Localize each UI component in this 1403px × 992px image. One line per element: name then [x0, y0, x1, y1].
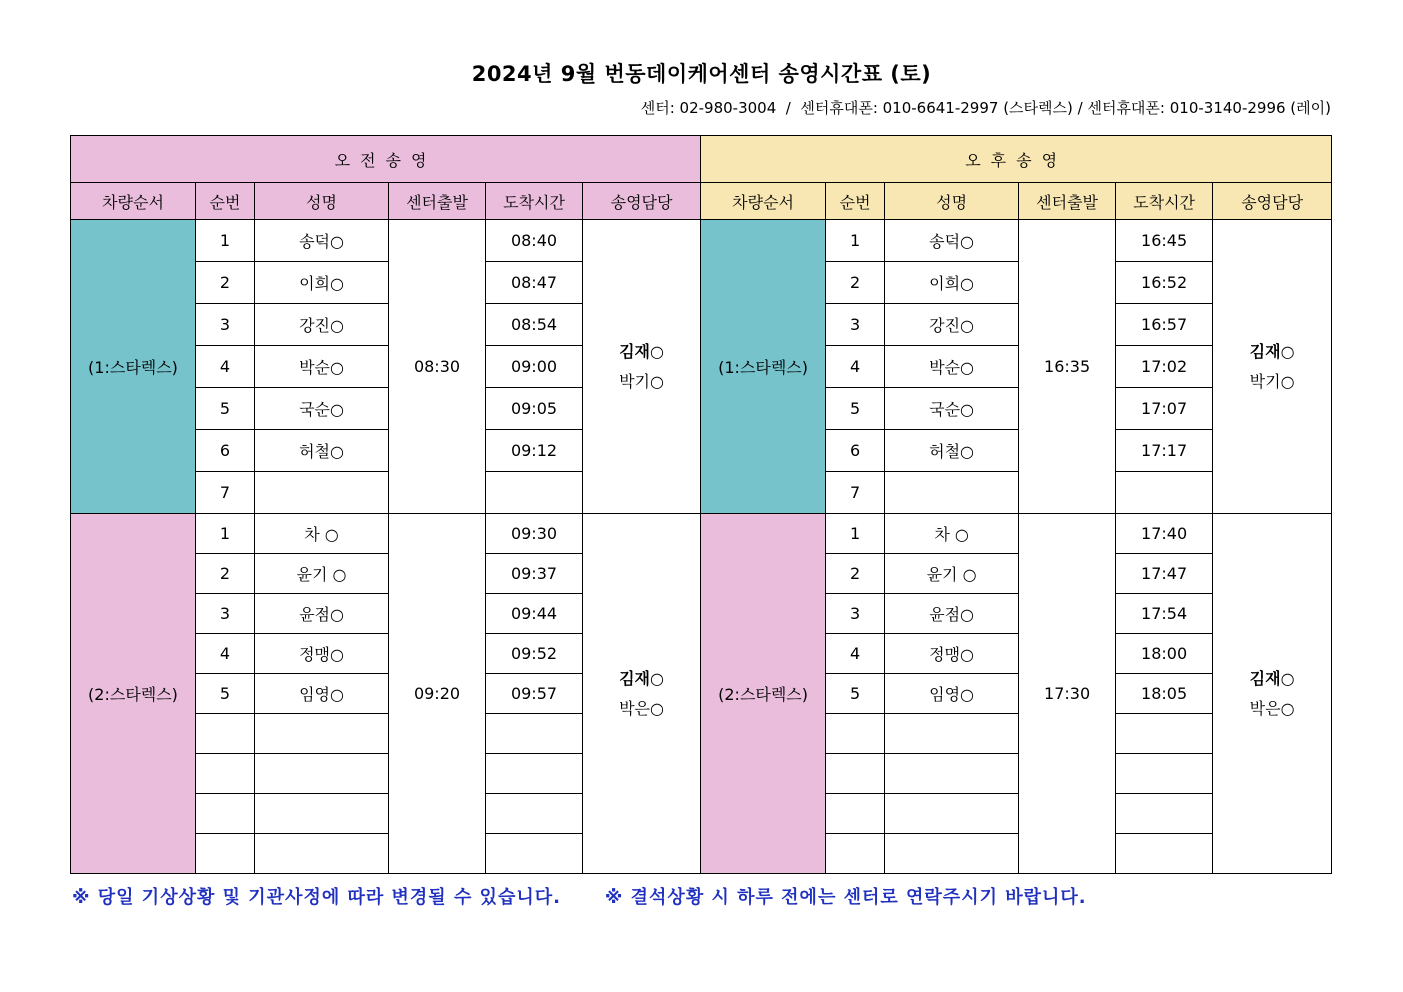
depart-time: 08:30 [389, 220, 486, 514]
vehicle-label: (2:스타렉스) [701, 514, 826, 874]
table-row [71, 220, 1332, 262]
section-am-title: 오전송영 [71, 136, 701, 183]
seq-cell: 5 [196, 674, 255, 714]
seq-cell [826, 754, 885, 794]
name-cell: 차 ○ [255, 514, 389, 554]
arrive-cell: 09:57 [486, 674, 583, 714]
header-cell: 도착시간 [486, 183, 583, 220]
name-cell: 임영○ [885, 674, 1019, 714]
arrive-cell: 09:00 [486, 346, 583, 388]
staff-cell [583, 220, 701, 514]
seq-cell [196, 834, 255, 874]
arrive-cell [486, 472, 583, 514]
arrive-cell: 17:40 [1116, 514, 1213, 554]
vehicle-label: (1:스타렉스) [71, 220, 196, 514]
arrive-cell: 17:47 [1116, 554, 1213, 594]
seq-cell: 6 [826, 430, 885, 472]
arrive-cell: 17:54 [1116, 594, 1213, 634]
name-cell [255, 794, 389, 834]
seq-cell [826, 834, 885, 874]
name-cell: 윤기 ○ [255, 554, 389, 594]
arrive-cell: 08:54 [486, 304, 583, 346]
name-cell [255, 754, 389, 794]
seq-cell: 2 [196, 262, 255, 304]
name-cell: 송덕○ [255, 220, 389, 262]
arrive-cell [1116, 714, 1213, 754]
staff-name: 김재○ [1249, 668, 1295, 688]
seq-cell: 2 [826, 262, 885, 304]
name-cell: 송덕○ [885, 220, 1019, 262]
staff-name: 박기○ [1249, 371, 1295, 391]
seq-cell: 4 [826, 634, 885, 674]
staff-cell [1213, 514, 1332, 874]
name-cell [885, 714, 1019, 754]
arrive-cell [1116, 794, 1213, 834]
arrive-cell: 17:17 [1116, 430, 1213, 472]
seq-cell: 4 [196, 346, 255, 388]
name-cell: 국순○ [885, 388, 1019, 430]
seq-cell: 6 [196, 430, 255, 472]
name-cell: 이희○ [885, 262, 1019, 304]
depart-time: 09:20 [389, 514, 486, 874]
name-cell: 국순○ [255, 388, 389, 430]
arrive-cell: 09:12 [486, 430, 583, 472]
staff-cell [583, 514, 701, 874]
staff-name: 김재○ [619, 668, 664, 688]
header-cell: 송영담당 [583, 183, 701, 220]
arrive-cell [486, 794, 583, 834]
seq-cell [196, 714, 255, 754]
name-cell [255, 472, 389, 514]
seq-cell: 5 [826, 674, 885, 714]
name-cell: 강진○ [255, 304, 389, 346]
name-cell: 윤점○ [885, 594, 1019, 634]
seq-cell: 1 [196, 514, 255, 554]
name-cell [885, 472, 1019, 514]
arrive-cell: 09:37 [486, 554, 583, 594]
header-cell: 성명 [885, 183, 1019, 220]
arrive-cell: 16:45 [1116, 220, 1213, 262]
seq-cell: 4 [196, 634, 255, 674]
seq-cell: 3 [826, 304, 885, 346]
name-cell [885, 794, 1019, 834]
footer-notes [72, 883, 1372, 909]
header-cell: 차량순서 [71, 183, 196, 220]
section-pm-title: 오후송영 [701, 136, 1332, 183]
seq-cell: 2 [826, 554, 885, 594]
arrive-cell [1116, 472, 1213, 514]
seq-cell: 7 [826, 472, 885, 514]
arrive-cell [1116, 834, 1213, 874]
arrive-cell: 09:44 [486, 594, 583, 634]
note-weather: ※ 당일 기상상황 및 기관사정에 따라 변경될 수 있습니다. [72, 887, 562, 908]
name-cell [885, 834, 1019, 874]
arrive-cell: 09:52 [486, 634, 583, 674]
arrive-cell: 08:47 [486, 262, 583, 304]
page-title: 2024년 9월 번동데이케어센터 송영시간표 (토) [471, 62, 932, 86]
staff-name: 박은○ [1249, 698, 1295, 718]
seq-cell: 1 [826, 220, 885, 262]
arrive-cell: 16:57 [1116, 304, 1213, 346]
arrive-cell: 18:00 [1116, 634, 1213, 674]
name-cell [255, 714, 389, 754]
arrive-cell: 09:05 [486, 388, 583, 430]
seq-cell [826, 714, 885, 754]
seq-cell: 7 [196, 472, 255, 514]
name-cell [255, 834, 389, 874]
seq-cell: 1 [196, 220, 255, 262]
name-cell: 차 ○ [885, 514, 1019, 554]
arrive-cell: 17:02 [1116, 346, 1213, 388]
seq-cell [196, 754, 255, 794]
seq-cell: 3 [196, 594, 255, 634]
arrive-cell [1116, 754, 1213, 794]
header-cell: 센터출발 [1019, 183, 1116, 220]
seq-cell: 3 [826, 594, 885, 634]
name-cell: 강진○ [885, 304, 1019, 346]
name-cell [885, 754, 1019, 794]
vehicle-label: (2:스타렉스) [71, 514, 196, 874]
header-cell: 순번 [196, 183, 255, 220]
header-cell: 차량순서 [701, 183, 826, 220]
header-cell: 순번 [826, 183, 885, 220]
arrive-cell: 18:05 [1116, 674, 1213, 714]
header-cell: 도착시간 [1116, 183, 1213, 220]
arrive-cell: 09:30 [486, 514, 583, 554]
contact-info: 센터: 02-980-3004 / 센터휴대폰: 010-6641-2997 (스타렉스) / 센터휴대폰: 010-3140-2996 (레이) [640, 99, 1331, 117]
seq-cell: 5 [826, 388, 885, 430]
arrive-cell: 16:52 [1116, 262, 1213, 304]
arrive-cell [486, 754, 583, 794]
arrive-cell [486, 834, 583, 874]
seq-cell: 2 [196, 554, 255, 594]
header-row [71, 183, 1332, 220]
staff-name: 박은○ [619, 698, 664, 718]
name-cell: 이희○ [255, 262, 389, 304]
name-cell: 박순○ [885, 346, 1019, 388]
name-cell: 윤기 ○ [885, 554, 1019, 594]
seq-cell: 3 [196, 304, 255, 346]
staff-name: 김재○ [1249, 341, 1295, 361]
name-cell: 윤점○ [255, 594, 389, 634]
header-cell: 센터출발 [389, 183, 486, 220]
depart-time: 16:35 [1019, 220, 1116, 514]
table-row [71, 514, 1332, 554]
depart-time: 17:30 [1019, 514, 1116, 874]
seq-cell [196, 794, 255, 834]
name-cell: 임영○ [255, 674, 389, 714]
name-cell: 박순○ [255, 346, 389, 388]
seq-cell: 1 [826, 514, 885, 554]
name-cell: 정맹○ [255, 634, 389, 674]
seq-cell: 4 [826, 346, 885, 388]
schedule-table [70, 135, 1332, 874]
header-cell: 송영담당 [1213, 183, 1332, 220]
staff-name: 김재○ [619, 341, 664, 361]
note-absence: ※ 결석상황 시 하루 전에는 센터로 연락주시기 바랍니다. [604, 887, 1087, 908]
seq-cell: 5 [196, 388, 255, 430]
name-cell: 정맹○ [885, 634, 1019, 674]
vehicle-label: (1:스타렉스) [701, 220, 826, 514]
header-cell: 성명 [255, 183, 389, 220]
arrive-cell: 17:07 [1116, 388, 1213, 430]
arrive-cell: 08:40 [486, 220, 583, 262]
staff-cell [1213, 220, 1332, 514]
name-cell: 허철○ [885, 430, 1019, 472]
staff-name: 박기○ [619, 371, 664, 391]
seq-cell [826, 794, 885, 834]
arrive-cell [486, 714, 583, 754]
name-cell: 허철○ [255, 430, 389, 472]
